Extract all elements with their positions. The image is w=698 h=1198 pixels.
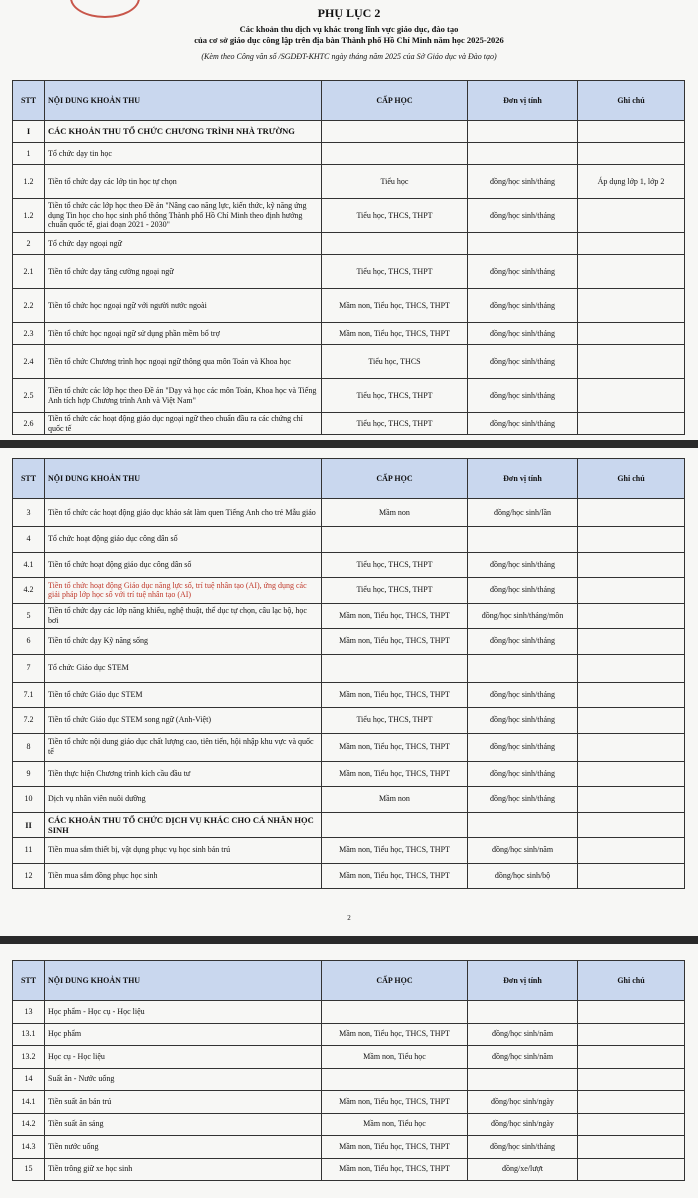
cell-stt: 6: [13, 629, 45, 655]
cell-donvi: đồng/học sinh/tháng: [468, 289, 578, 323]
cell-ghichu: [578, 863, 685, 889]
cell-caphoc: [322, 233, 468, 255]
cell-ghichu: [578, 413, 685, 435]
table-row: [13, 1001, 685, 1024]
table-row: [13, 233, 685, 255]
cell-noidung: Tiền tổ chức nội dung giáo dục chất lượng cao, tiên tiến, hội nhập khu vực và quốc tế: [45, 733, 322, 761]
cell-ghichu: [578, 499, 685, 527]
cell-ghichu: [578, 787, 685, 813]
fee-table-page-2: [12, 458, 685, 889]
cell-caphoc: [322, 1068, 468, 1091]
table-row: [13, 255, 685, 289]
cell-ghichu: [578, 1136, 685, 1159]
cell-caphoc: Mầm non, Tiểu học: [322, 1046, 468, 1069]
cell-noidung: Tiền tổ chức Chương trình học ngoại ngữ thông qua môn Toán và Khoa học: [45, 345, 322, 379]
cell-caphoc: [322, 1001, 468, 1024]
cell-stt: 11: [13, 838, 45, 864]
cell-donvi: [468, 527, 578, 553]
document-page-3: [0, 944, 698, 1198]
cell-donvi: đồng/học sinh/tháng: [468, 1136, 578, 1159]
cell-ghichu: [578, 345, 685, 379]
cell-donvi: [468, 812, 578, 838]
cell-ghichu: [578, 812, 685, 838]
cell-ghichu: [578, 838, 685, 864]
cell-donvi: đồng/học sinh/lần: [468, 499, 578, 527]
cell-donvi: đồng/học sinh/ngày: [468, 1091, 578, 1114]
cell-noidung: Tiền tổ chức các lớp học theo Đề án "Dạy và học các môn Toán, Khoa học và Tiếng Anh tích hợp Chương trình Anh và Việt Nam": [45, 379, 322, 413]
cell-ghichu: [578, 379, 685, 413]
cell-donvi: đồng/học sinh/ngày: [468, 1113, 578, 1136]
table-row: [13, 527, 685, 553]
cell-caphoc: Tiểu học, THCS, THPT: [322, 413, 468, 435]
cell-stt: 8: [13, 733, 45, 761]
cell-donvi: [468, 233, 578, 255]
cell-stt: 4.2: [13, 578, 45, 604]
cell-noidung: Tổ chức dạy ngoại ngữ: [45, 233, 322, 255]
col-stt: STT: [13, 459, 45, 499]
cell-ghichu: [578, 682, 685, 708]
cell-caphoc: [322, 527, 468, 553]
cell-donvi: đồng/học sinh/tháng: [468, 255, 578, 289]
cell-stt: 7: [13, 654, 45, 682]
table-row: [13, 1068, 685, 1091]
cell-ghichu: [578, 654, 685, 682]
table-row: [13, 1091, 685, 1114]
doc-subtitle-1: Các khoản thu dịch vụ khác trong lĩnh vực giáo dục, đào tạo: [239, 24, 459, 34]
cell-donvi: đồng/học sinh/tháng: [468, 682, 578, 708]
cell-noidung: Tiền tổ chức các hoạt động giáo dục ngoại ngữ theo chuẩn đầu ra các chứng chỉ quốc tế: [45, 413, 322, 435]
doc-title: PHỤ LỤC 2: [317, 6, 381, 20]
table-row: [13, 682, 685, 708]
cell-stt: 13: [13, 1001, 45, 1024]
cell-donvi: đồng/học sinh/tháng: [468, 199, 578, 233]
cell-stt: 14.3: [13, 1136, 45, 1159]
cell-donvi: đồng/học sinh/tháng: [468, 733, 578, 761]
cell-caphoc: Tiểu học, THCS, THPT: [322, 379, 468, 413]
col-ghichu: Ghi chú: [578, 961, 685, 1001]
col-caphoc: CẤP HỌC: [322, 961, 468, 1001]
cell-stt: 12: [13, 863, 45, 889]
fee-table-page-3: [12, 960, 685, 1181]
cell-donvi: đồng/học sinh/tháng: [468, 379, 578, 413]
document-page-1: [0, 0, 698, 440]
cell-stt: I: [13, 121, 45, 143]
cell-noidung: Tiền tổ chức hoạt động Giáo dục năng lực số, trí tuệ nhân tạo (AI), ứng dụng các giải pháp lớp học số với trí tuệ nhân tạo (AI): [45, 578, 322, 604]
cell-ghichu: [578, 1001, 685, 1024]
page-number: 2: [347, 914, 351, 922]
col-donvi: Đơn vị tính: [468, 961, 578, 1001]
table-row: [13, 1023, 685, 1046]
cell-stt: 3: [13, 499, 45, 527]
cell-donvi: đồng/học sinh/năm: [468, 1046, 578, 1069]
cell-noidung: Tiền tổ chức Giáo dục STEM: [45, 682, 322, 708]
table-row: [13, 733, 685, 761]
table-row: [13, 379, 685, 413]
cell-ghichu: [578, 761, 685, 787]
cell-caphoc: Tiểu học, THCS, THPT: [322, 255, 468, 289]
cell-ghichu: [578, 629, 685, 655]
table-row: [13, 863, 685, 889]
cell-noidung: Tiền trông giữ xe học sinh: [45, 1158, 322, 1181]
cell-donvi: đồng/học sinh/năm: [468, 1023, 578, 1046]
cell-caphoc: Mầm non, Tiểu học, THCS, THPT: [322, 1023, 468, 1046]
cell-noidung: Tổ chức hoạt động giáo dục công dân số: [45, 527, 322, 553]
cell-caphoc: Mầm non: [322, 787, 468, 813]
cell-stt: 4: [13, 527, 45, 553]
cell-caphoc: Mầm non, Tiểu học, THCS, THPT: [322, 863, 468, 889]
col-caphoc: CẤP HỌC: [322, 459, 468, 499]
cell-caphoc: Mầm non, Tiểu học, THCS, THPT: [322, 1158, 468, 1181]
col-noidung: NỘI DUNG KHOẢN THU: [45, 459, 322, 499]
cell-caphoc: Mầm non, Tiểu học, THCS, THPT: [322, 838, 468, 864]
cell-stt: 2.1: [13, 255, 45, 289]
cell-noidung: Học phẩm: [45, 1023, 322, 1046]
col-donvi: Đơn vị tính: [468, 459, 578, 499]
cell-donvi: đồng/học sinh/bộ: [468, 863, 578, 889]
table-row: [13, 143, 685, 165]
cell-ghichu: [578, 733, 685, 761]
table-row: [13, 1046, 685, 1069]
cell-caphoc: Mầm non, Tiểu học, THCS, THPT: [322, 1136, 468, 1159]
col-stt: STT: [13, 961, 45, 1001]
cell-ghichu: [578, 121, 685, 143]
cell-stt: 5: [13, 603, 45, 629]
cell-noidung: Tiền suất ăn sáng: [45, 1113, 322, 1136]
table-row: [13, 1136, 685, 1159]
cell-stt: 2.3: [13, 323, 45, 345]
cell-donvi: đồng/học sinh/tháng: [468, 761, 578, 787]
cell-ghichu: [578, 1091, 685, 1114]
cell-caphoc: Mầm non, Tiểu học, THCS, THPT: [322, 733, 468, 761]
table-row: [13, 345, 685, 379]
cell-stt: 7.2: [13, 708, 45, 734]
cell-ghichu: [578, 603, 685, 629]
cell-ghichu: [578, 1046, 685, 1069]
cell-stt: 14: [13, 1068, 45, 1091]
cell-stt: 2.6: [13, 413, 45, 435]
table-header-row: [13, 81, 685, 121]
cell-caphoc: Tiểu học, THCS, THPT: [322, 552, 468, 578]
cell-donvi: [468, 1001, 578, 1024]
cell-donvi: đồng/học sinh/tháng: [468, 708, 578, 734]
table-row: [13, 552, 685, 578]
table-row: [13, 499, 685, 527]
cell-donvi: đồng/học sinh/tháng/môn: [468, 603, 578, 629]
cell-caphoc: Mầm non, Tiểu học, THCS, THPT: [322, 1091, 468, 1114]
cell-caphoc: Mầm non, Tiểu học: [322, 1113, 468, 1136]
table-row: [13, 323, 685, 345]
col-noidung: NỘI DUNG KHOẢN THU: [45, 81, 322, 121]
cell-noidung: Dịch vụ nhân viên nuôi dưỡng: [45, 787, 322, 813]
cell-caphoc: [322, 654, 468, 682]
table-row: [13, 199, 685, 233]
cell-donvi: đồng/học sinh/tháng: [468, 345, 578, 379]
cell-donvi: đồng/xe/lượt: [468, 1158, 578, 1181]
cell-ghichu: [578, 289, 685, 323]
cell-ghichu: [578, 527, 685, 553]
cell-caphoc: Mầm non: [322, 499, 468, 527]
cell-stt: 15: [13, 1158, 45, 1181]
cell-noidung: Tiền nước uống: [45, 1136, 322, 1159]
table-row: [13, 708, 685, 734]
cell-noidung: Tiền tổ chức các hoạt động giáo dục khảo sát làm quen Tiếng Anh cho trẻ Mẫu giáo: [45, 499, 322, 527]
cell-donvi: đồng/học sinh/tháng: [468, 629, 578, 655]
table-row: [13, 761, 685, 787]
cell-donvi: [468, 654, 578, 682]
cell-stt: 2.5: [13, 379, 45, 413]
cell-ghichu: [578, 255, 685, 289]
cell-noidung: Tiền tổ chức hoạt động giáo dục công dân số: [45, 552, 322, 578]
section-row: [13, 812, 685, 838]
cell-caphoc: Tiểu học, THCS, THPT: [322, 199, 468, 233]
cell-donvi: đồng/học sinh/tháng: [468, 165, 578, 199]
table-row: [13, 1113, 685, 1136]
cell-caphoc: Mầm non, Tiểu học, THCS, THPT: [322, 761, 468, 787]
cell-stt: 7.1: [13, 682, 45, 708]
doc-subtitle-2: của cơ sở giáo dục công lập trên địa bàn Thành phố Hồ Chí Minh năm học 2025-2026: [194, 35, 504, 45]
cell-stt: 1.2: [13, 165, 45, 199]
table-row: [13, 629, 685, 655]
cell-stt: 13.2: [13, 1046, 45, 1069]
col-stt: STT: [13, 81, 45, 121]
table-header-row: [13, 961, 685, 1001]
cell-donvi: [468, 1068, 578, 1091]
cell-donvi: đồng/học sinh/tháng: [468, 552, 578, 578]
cell-donvi: đồng/học sinh/năm: [468, 838, 578, 864]
cell-stt: 13.1: [13, 1023, 45, 1046]
cell-donvi: đồng/học sinh/tháng: [468, 413, 578, 435]
cell-noidung: Tiền mua sắm đồng phục học sinh: [45, 863, 322, 889]
table-row: [13, 578, 685, 604]
table-row: [13, 289, 685, 323]
cell-noidung: CÁC KHOẢN THU TỔ CHỨC CHƯƠNG TRÌNH NHÀ TRƯỜNG: [45, 121, 322, 143]
cell-ghichu: [578, 143, 685, 165]
cell-noidung: Học phẩm - Học cụ - Học liệu: [45, 1001, 322, 1024]
cell-caphoc: Tiểu học, THCS, THPT: [322, 578, 468, 604]
cell-noidung: CÁC KHOẢN THU TỔ CHỨC DỊCH VỤ KHÁC CHO CÁ NHÂN HỌC SINH: [45, 812, 322, 838]
cell-caphoc: Mầm non, Tiểu học, THCS, THPT: [322, 323, 468, 345]
cell-donvi: [468, 121, 578, 143]
cell-noidung: Tiền tổ chức dạy tăng cường ngoại ngữ: [45, 255, 322, 289]
cell-caphoc: Tiểu học, THCS: [322, 345, 468, 379]
cell-stt: 14.2: [13, 1113, 45, 1136]
cell-donvi: đồng/học sinh/tháng: [468, 323, 578, 345]
cell-caphoc: Mầm non, Tiểu học, THCS, THPT: [322, 682, 468, 708]
cell-ghichu: [578, 1158, 685, 1181]
table-row: [13, 838, 685, 864]
doc-note: (Kèm theo Công văn số /SGDĐT-KHTC ngày tháng năm 2025 của Sở Giáo dục và Đào tạo): [201, 52, 497, 61]
cell-stt: 10: [13, 787, 45, 813]
cell-ghichu: [578, 1113, 685, 1136]
cell-noidung: Suất ăn - Nước uống: [45, 1068, 322, 1091]
cell-stt: 14.1: [13, 1091, 45, 1114]
table-row: [13, 654, 685, 682]
cell-noidung: Tiền suất ăn bán trú: [45, 1091, 322, 1114]
cell-ghichu: [578, 233, 685, 255]
cell-stt: 1.2: [13, 199, 45, 233]
cell-ghichu: [578, 552, 685, 578]
fee-table-page-1: [12, 80, 685, 435]
cell-stt: 4.1: [13, 552, 45, 578]
cell-ghichu: [578, 1068, 685, 1091]
cell-noidung: Học cụ - Học liệu: [45, 1046, 322, 1069]
table-header-row: [13, 459, 685, 499]
cell-ghichu: [578, 1023, 685, 1046]
cell-stt: 1: [13, 143, 45, 165]
cell-noidung: Tổ chức Giáo dục STEM: [45, 654, 322, 682]
col-noidung: NỘI DUNG KHOẢN THU: [45, 961, 322, 1001]
table-row: [13, 413, 685, 435]
document-page-2: [0, 448, 698, 936]
cell-stt: 2: [13, 233, 45, 255]
cell-noidung: Tiền tổ chức dạy các lớp tin học tự chọn: [45, 165, 322, 199]
cell-caphoc: Mầm non, Tiểu học, THCS, THPT: [322, 289, 468, 323]
cell-ghichu: [578, 323, 685, 345]
cell-caphoc: Mầm non, Tiểu học, THCS, THPT: [322, 603, 468, 629]
col-ghichu: Ghi chú: [578, 459, 685, 499]
table-row: [13, 165, 685, 199]
col-donvi: Đơn vị tính: [468, 81, 578, 121]
cell-stt: 2.2: [13, 289, 45, 323]
cell-caphoc: [322, 143, 468, 165]
cell-caphoc: Tiểu học: [322, 165, 468, 199]
table-row: [13, 1158, 685, 1181]
cell-noidung: Tiền tổ chức học ngoại ngữ sử dụng phần mềm bổ trợ: [45, 323, 322, 345]
cell-noidung: Tổ chức dạy tin học: [45, 143, 322, 165]
cell-ghichu: Áp dụng lớp 1, lớp 2: [578, 165, 685, 199]
table-row: [13, 603, 685, 629]
cell-stt: II: [13, 812, 45, 838]
cell-noidung: Tiền tổ chức các lớp học theo Đề án "Nâng cao năng lực, kiến thức, kỹ năng ứng dụng Tin học cho học sinh phổ thông Thành phố Hồ Chí Minh theo định hướng chuẩn quốc tế, giai đoạn 2021 - 2030": [45, 199, 322, 233]
cell-donvi: [468, 143, 578, 165]
cell-stt: 2.4: [13, 345, 45, 379]
cell-donvi: đồng/học sinh/tháng: [468, 787, 578, 813]
cell-caphoc: Mầm non, Tiểu học, THCS, THPT: [322, 629, 468, 655]
cell-ghichu: [578, 708, 685, 734]
cell-noidung: Tiền tổ chức Giáo dục STEM song ngữ (Anh-Việt): [45, 708, 322, 734]
cell-ghichu: [578, 578, 685, 604]
table-row: [13, 787, 685, 813]
section-row: [13, 121, 685, 143]
cell-noidung: Tiền tổ chức học ngoại ngữ với người nước ngoài: [45, 289, 322, 323]
cell-caphoc: [322, 121, 468, 143]
cell-donvi: đồng/học sinh/tháng: [468, 578, 578, 604]
col-ghichu: Ghi chú: [578, 81, 685, 121]
cell-noidung: Tiền tổ chức dạy các lớp năng khiếu, nghệ thuật, thể dục tự chọn, câu lạc bộ, học bơi: [45, 603, 322, 629]
cell-caphoc: Tiểu học, THCS, THPT: [322, 708, 468, 734]
cell-ghichu: [578, 199, 685, 233]
cell-stt: 9: [13, 761, 45, 787]
cell-caphoc: [322, 812, 468, 838]
cell-noidung: Tiền tổ chức dạy Kỹ năng sống: [45, 629, 322, 655]
col-caphoc: CẤP HỌC: [322, 81, 468, 121]
cell-noidung: Tiền mua sắm thiết bị, vật dụng phục vụ học sinh bán trú: [45, 838, 322, 864]
cell-noidung: Tiền thực hiện Chương trình kích cầu đầu tư: [45, 761, 322, 787]
